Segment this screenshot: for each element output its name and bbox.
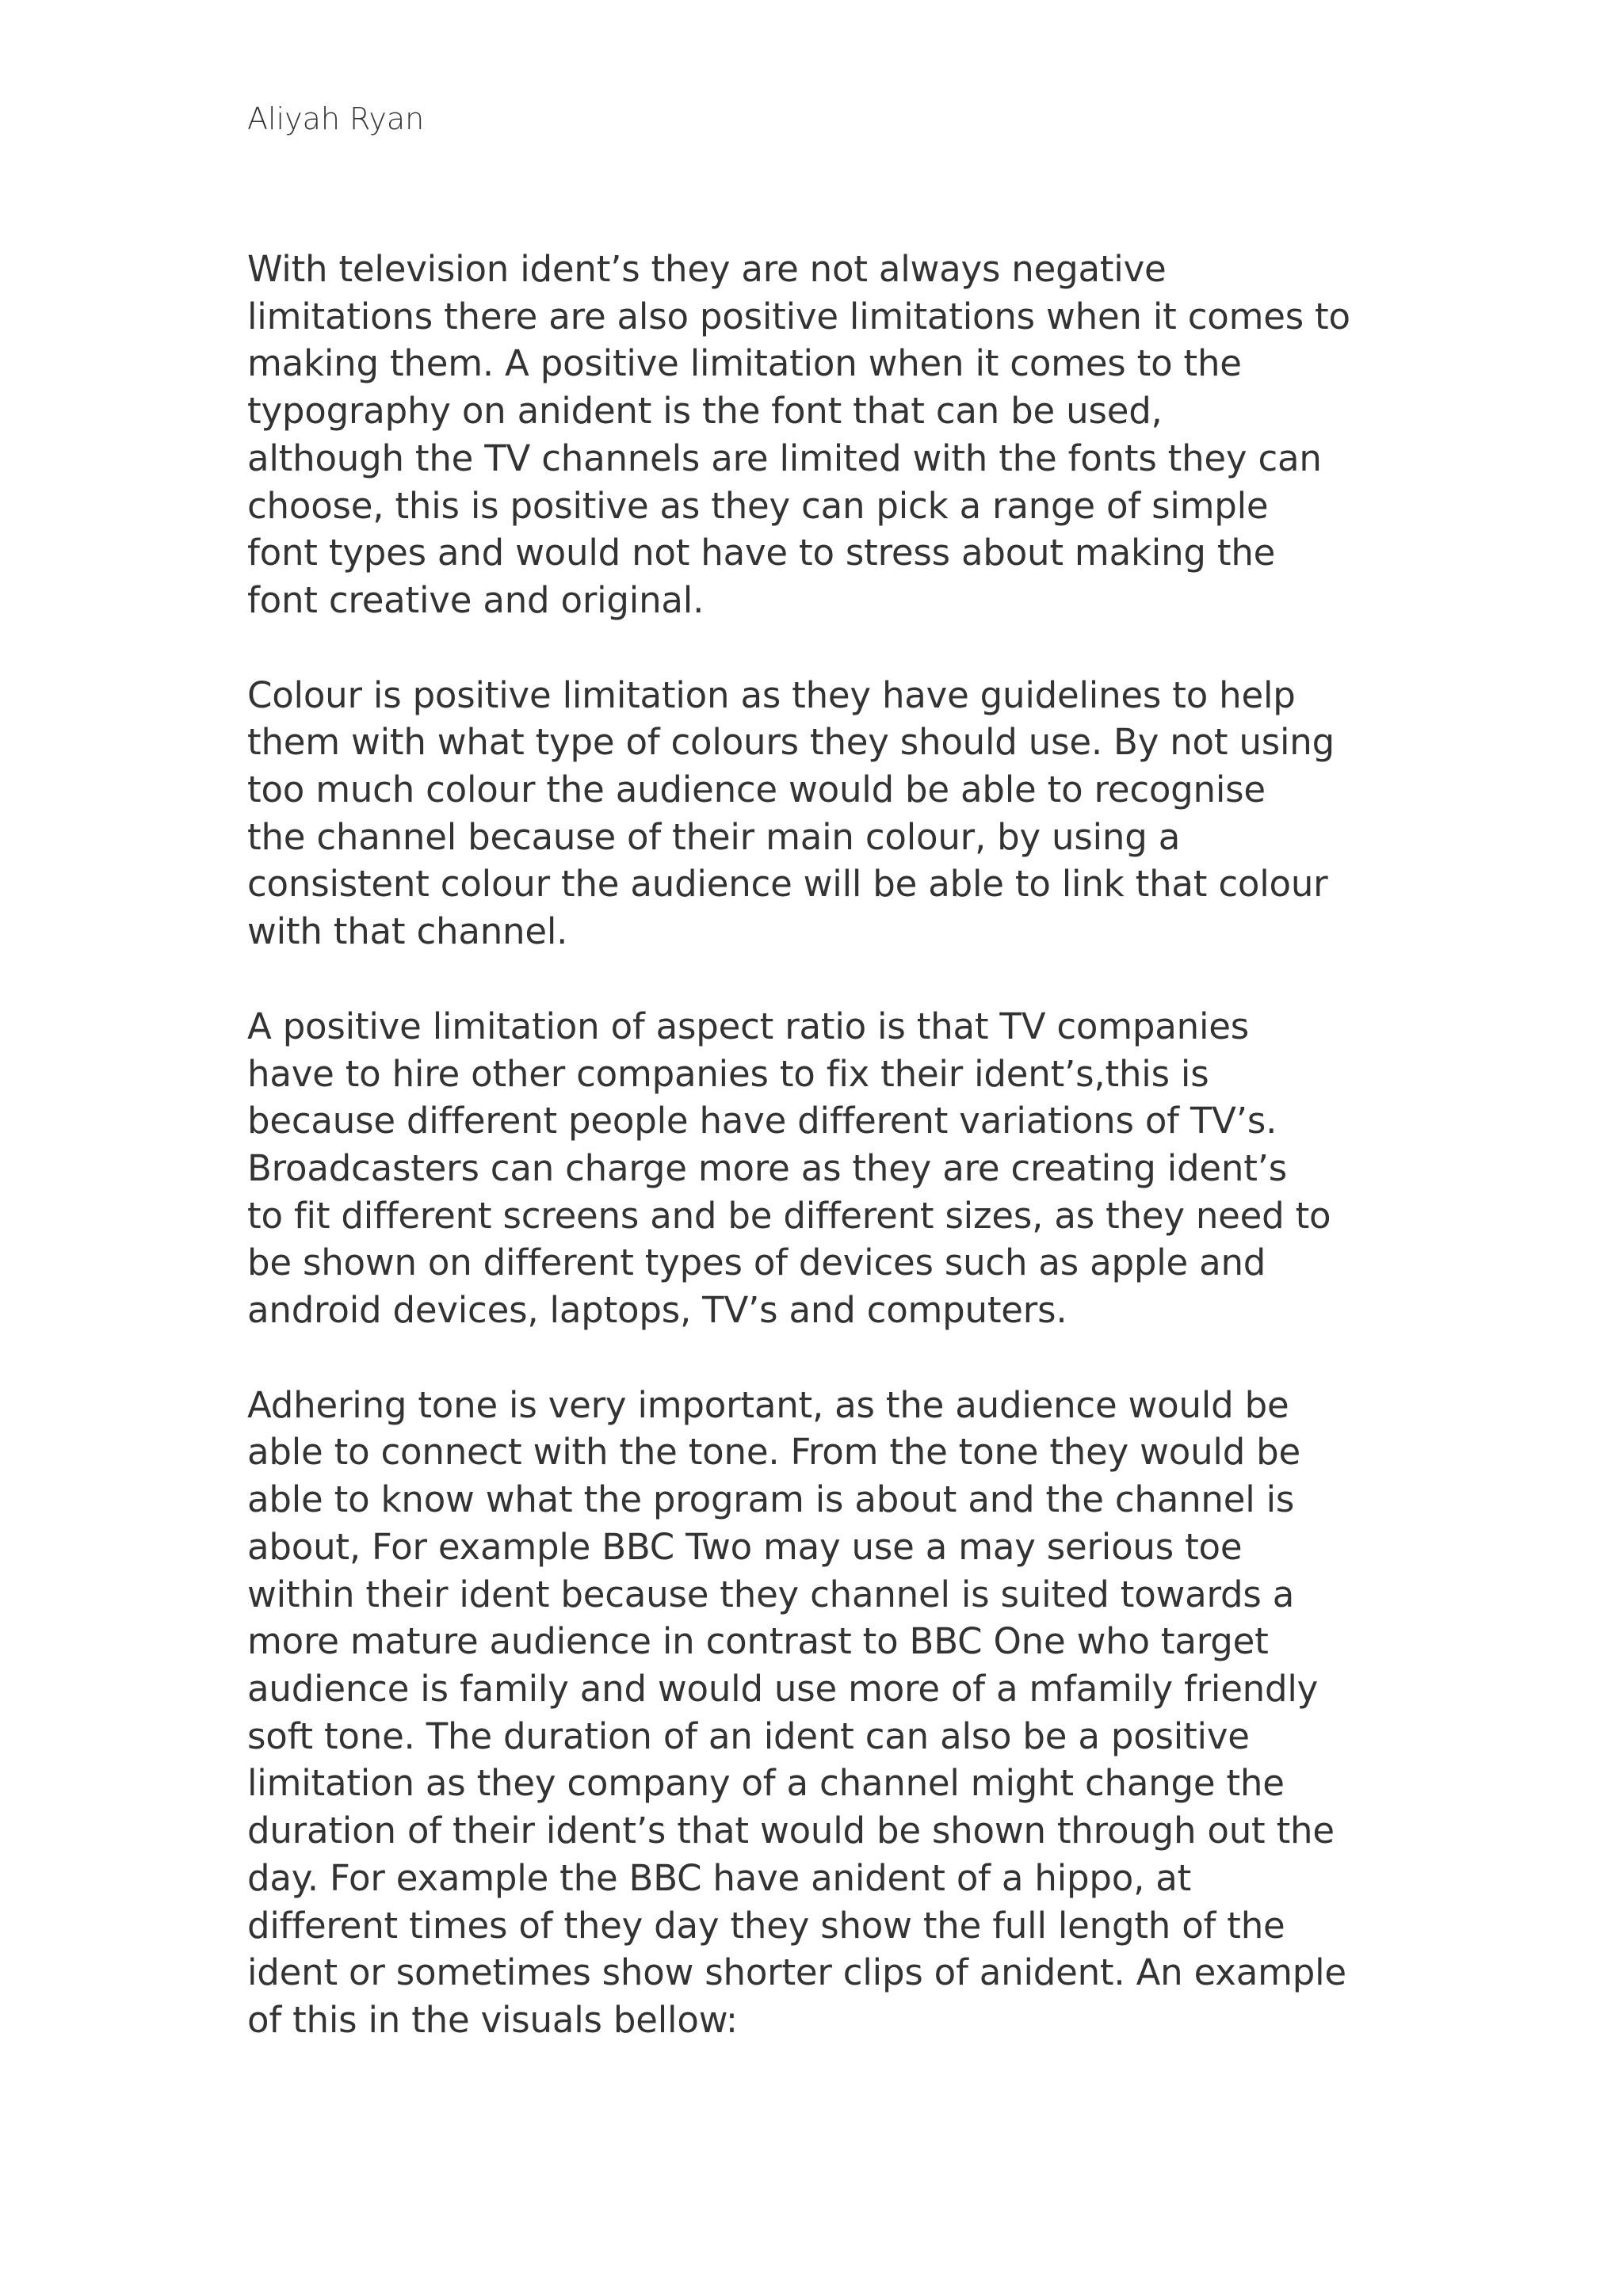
text-line: to fit different screens and be different sizes, as they need to <box>247 1194 1331 1237</box>
text-line: more mature audience in contrast to BBC One who target <box>247 1620 1269 1663</box>
text-line: the channel because of their main colour, by using a <box>247 815 1181 858</box>
body-text <box>247 246 1404 2092</box>
text-line: of this in the visuals bellow: <box>247 1998 738 2041</box>
text-line: font types and would not have to stress about making the <box>247 532 1276 574</box>
text-line: Colour is positive limitation as they have guidelines to help <box>247 673 1296 716</box>
text-line: consistent colour the audience will be able to link that colour <box>247 863 1328 906</box>
text-line: audience is family and would use more of a mfamily friendly <box>247 1667 1319 1710</box>
text-line: able to connect with the tone. From the tone they would be <box>247 1431 1301 1474</box>
text-line: with that channel. <box>247 910 568 953</box>
text-line: have to hire other companies to fix their ident’s,this is <box>247 1052 1209 1095</box>
text-line: them with what type of colours they should use. By not using <box>247 721 1335 764</box>
text-line: limitation as they company of a channel might change the <box>247 1762 1285 1805</box>
paragraph-aspect-ratio <box>247 1003 1404 1334</box>
text-line: android devices, laptops, TV’s and computers. <box>247 1289 1067 1332</box>
text-line: although the TV channels are limited with the fonts they can <box>247 437 1322 479</box>
text-line: typography on anident is the font that can be used, <box>247 390 1163 433</box>
text-line: day. For example the BBC have anident of a hippo, at <box>247 1856 1192 1899</box>
text-line: A positive limitation of aspect ratio is that TV companies <box>247 1005 1249 1047</box>
text-line: different times of they day they show the full length of the <box>247 1904 1285 1947</box>
text-line: Adhering tone is very important, as the audience would be <box>247 1383 1289 1426</box>
text-line: within their ident because they channel is suited towards a <box>247 1573 1295 1615</box>
text-line: about, For example BBC Two may use a may serious toe <box>247 1525 1243 1568</box>
text-line: With television ident’s they are not always negative <box>247 248 1167 290</box>
text-line: making them. A positive limitation when it comes to the <box>247 342 1242 385</box>
text-line: soft tone. The duration of an ident can also be a positive <box>247 1714 1250 1757</box>
text-line: because different people have different variations of TV’s. <box>247 1100 1277 1142</box>
text-line: Broadcasters can charge more as they are creating ident’s <box>247 1146 1288 1189</box>
text-line: be shown on different types of devices such as apple and <box>247 1241 1266 1284</box>
author-name: Aliyah Ryan <box>247 101 425 136</box>
paragraph-tone <box>247 1382 1404 2044</box>
text-line: too much colour the audience would be able to recognise <box>247 769 1266 811</box>
paragraph-typography <box>247 246 1404 624</box>
text-line: ident or sometimes show shorter clips of anident. An example <box>247 1951 1346 1994</box>
paragraph-colour <box>247 672 1404 955</box>
text-line: limitations there are also positive limitations when it comes to <box>247 295 1350 338</box>
text-line: able to know what the program is about and the channel is <box>247 1478 1295 1521</box>
text-line: duration of their ident’s that would be shown through out the <box>247 1810 1335 1852</box>
text-line: choose, this is positive as they can pick a range of simple <box>247 484 1269 527</box>
text-line: font creative and original. <box>247 578 705 621</box>
